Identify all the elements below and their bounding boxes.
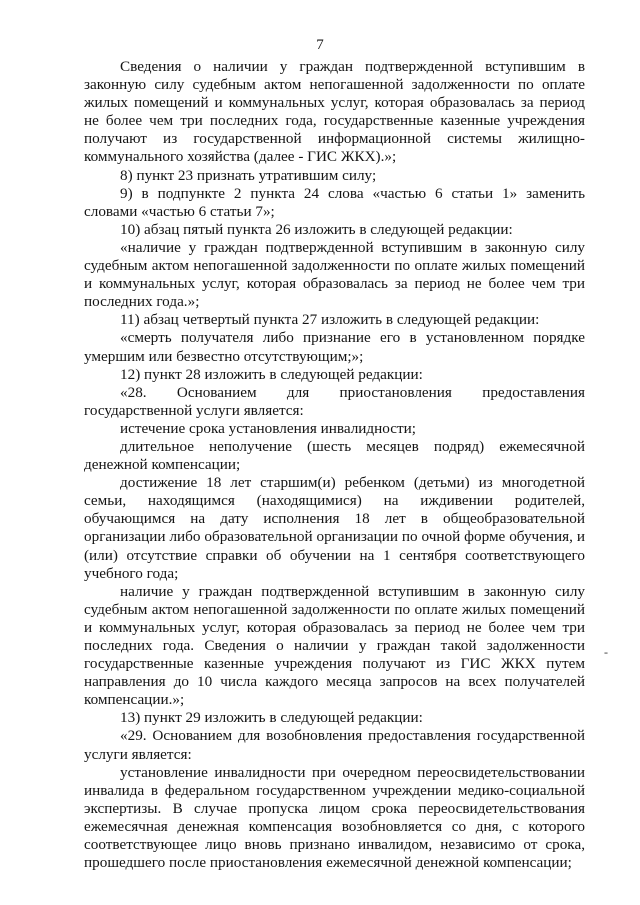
paragraph-clause-28-nonreceipt: длительное неполучение (шесть месяцев подряд) ежемесячной денежной компенсации; [84,437,585,474]
document-body [84,58,585,872]
paragraph-item-11-text: «смерть получателя либо признание его в установленном порядке умершим или безвестно отсутствующим;»; [84,329,585,365]
paragraph-clause-28-debt: наличие у граждан подтвержденной вступившим в законную силу судебным актом непогашенной задолженности по оплате жилых помещений и коммунальных услуг, которая образовалась за период не более чем три последних года. Сведения о наличии у граждан такой задолженности государственные казенные учреждения получают из ГИС ЖКХ путем направления до 10 числа каждого месяца запросов на всех получателей компенсации.»; [84,582,585,709]
paragraph-clause-28-age: достижение 18 лет старшим(и) ребенком (детьми) из многодетной семьи, находящимся (находящимися) на иждивении родителей, обучающимся на дату исполнения 18 лет в общеобразовательной организации либо образовательной организации по очной форме обучения, и (или) отсутствие справки об обучении на 1 сентября соответствующего учебного года; [84,474,585,582]
paragraph-clause-29-disability: установление инвалидности при очередном переосвидетельствовании инвалида в федеральном государственном учреждении медико-социальной экспертизы. В случае пропуска лицом срока переосвидетельствования ежемесячная денежная компенсация возобновляется со дня, с которого соответствующее лицо вновь признано инвалидом, независимо от срока, прошедшего после приостановления ежемесячной денежной компенсации; [84,763,585,872]
paragraph-item-8: 8) пункт 23 признать утратившим силу; [120,166,377,184]
paragraph-item-10: 10) абзац пятый пункта 26 изложить в следующей редакции: [120,220,513,238]
paragraph-clause-28-expiry: истечение срока установления инвалидности; [120,419,416,437]
margin-mark: - [604,645,608,659]
paragraph-clause-29: «29. Основанием для возобновления предоставления государственной услуги является: [84,727,585,763]
paragraph-item-13: 13) пункт 29 изложить в следующей редакции: [120,709,423,727]
paragraph-gis-info: Сведения о наличии у граждан подтвержденной вступившим в законную силу судебным актом непогашенной задолженности по оплате жилых помещений и коммунальных услуг, которая образовалась за период не более чем три последних года, государственные казенные учреждения получают из государственной информационной системы жилищно-коммунального хозяйства (далее - ГИС ЖКХ).»; [84,58,585,166]
paragraph-clause-28: «28. Основанием для приостановления предоставления государственной услуги является: [84,383,585,419]
paragraph-item-10-text: «наличие у граждан подтвержденной вступившим в законную силу судебным актом непогашенной задолженности по оплате жилых помещений и коммунальных услуг, которая образовалась за период не более чем три последних года.»; [84,238,585,311]
paragraph-item-12: 12) пункт 28 изложить в следующей редакции: [120,365,423,383]
page-number: 7 [316,37,324,53]
paragraph-item-11: 11) абзац четвертый пункта 27 изложить в следующей редакции: [120,311,540,329]
paragraph-item-9: 9) в подпункте 2 пункта 24 слова «частью 6 статьи 1» заменить словами «частью 6 статьи 7»; [84,184,585,220]
